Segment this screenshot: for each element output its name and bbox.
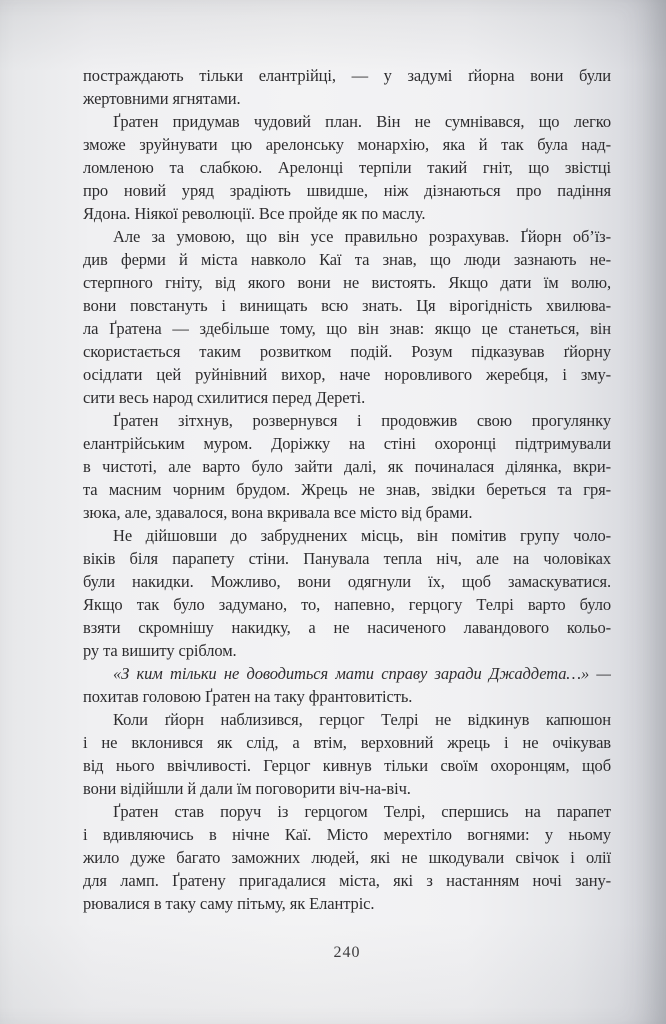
text-line: зможе зруйнувати цю арелонську монархію, яка й так була над-: [83, 135, 611, 154]
page-text: [83, 64, 611, 915]
text-line: постраждають тільки елантрійці, — у задумі ґйорна вони були: [83, 66, 611, 85]
text-line: і вдивляючись в нічне Каї. Місто мерехтіло вогнями: у ньому: [83, 825, 611, 844]
text-line: вони відійшли й дали їм поговорити віч-на-віч.: [83, 779, 411, 798]
text-line: зюка, але, здавалося, вона вкривала все місто від брами.: [83, 503, 473, 522]
paragraph: [83, 110, 611, 225]
text-line: в чистоті, але варто було зайти далі, як починалася ділянка, вкри-: [83, 457, 611, 476]
text-line: сити весь народ схилитися перед Дереті.: [83, 388, 366, 407]
text-line: елантрійським муром. Доріжку на стіні охоронці підтримували: [83, 434, 611, 453]
paragraph: [83, 800, 611, 915]
text-line: Не дійшовши до забруднених місць, він помітив групу чоло-: [113, 526, 611, 545]
text-line: похитав головою Ґратен на таку франтовитість.: [83, 687, 413, 706]
text-line: ломленою та слабкою. Арелонці терпіли такий гніт, що звістці: [83, 158, 611, 177]
text-line: ру та вишиту сріблом.: [83, 641, 237, 660]
text-line: стерпного гніту, від якого вони не вистоять. Якщо дати їм волю,: [83, 273, 611, 292]
paragraph: [83, 524, 611, 662]
text-line: Але за умовою, що він усе правильно розрахував. Ґйорн об’їз-: [113, 227, 611, 246]
text-line: жило дуже багато заможних людей, які не шкодували свічок і олії: [83, 848, 611, 867]
paragraph: [83, 708, 611, 800]
text-line: про новий уряд зрадіють швидше, ніж дізнаються про падіння: [83, 181, 611, 200]
text-line: Якщо так було задумано, то, напевно, герцогу Телрі варто було: [83, 595, 611, 614]
text-line: Ядона. Ніякої революції. Все пройде як по маслу.: [83, 204, 426, 223]
paragraph: [83, 662, 611, 708]
text-line: для ламп. Ґратену пригадалися міста, які з настанням ночі зану-: [83, 871, 611, 890]
page-number: 240: [333, 944, 361, 961]
text-line: рювалися в таку саму пітьму, як Елантріс.: [83, 894, 375, 913]
paragraph: [83, 64, 611, 110]
text-line: Коли ґйорн наблизився, герцог Телрі не відкинув капюшон: [113, 710, 611, 729]
paragraph: [83, 409, 611, 524]
text-line: скористається таким розвитком подій. Розум підказував ґйорну: [83, 342, 611, 361]
text-line: «З ким тільки не доводиться мати справу заради Джаддета…» —: [113, 664, 611, 683]
text-line: і не вклонився як слід, а втім, верховний жрець і не очікував: [83, 733, 611, 752]
text-line: вони повстануть і винищать всю знать. Ця вірогідність хвилюва-: [83, 296, 611, 315]
text-line: були накидки. Можливо, вони одягнули їх, щоб замаскуватися.: [83, 572, 611, 591]
text-line: взяти скромнішу накидку, а не насиченого лавандового кольо-: [83, 618, 611, 637]
text-line: осідлати цей руйнівний вихор, наче норовливого жеребця, і зму-: [83, 365, 611, 384]
text-line: та масним чорним брудом. Жрець не знав, звідки береться та гря-: [83, 480, 611, 499]
text-line: Ґратен став поруч із герцогом Телрі, спершись на парапет: [113, 802, 611, 821]
text-line: віків біля парапету стіни. Панувала тепла ніч, але на чоловіках: [83, 549, 611, 568]
paragraph: [83, 225, 611, 409]
text-line: Ґратен придумав чудовий план. Він не сумнівався, що легко: [113, 112, 611, 131]
text-line: від нього ввічливості. Герцог кивнув тільки своїм охоронцям, щоб: [83, 756, 611, 775]
text-line: жертовними ягнятами.: [83, 89, 241, 108]
text-line: ла Ґратена — здебільше тому, що він знав: якщо це станеться, він: [83, 319, 611, 338]
text-line: див ферми й міста навколо Каї та знав, що люди зазнають не-: [83, 250, 611, 269]
text-line: Ґратен зітхнув, розвернувся і продовжив свою прогулянку: [113, 411, 611, 430]
